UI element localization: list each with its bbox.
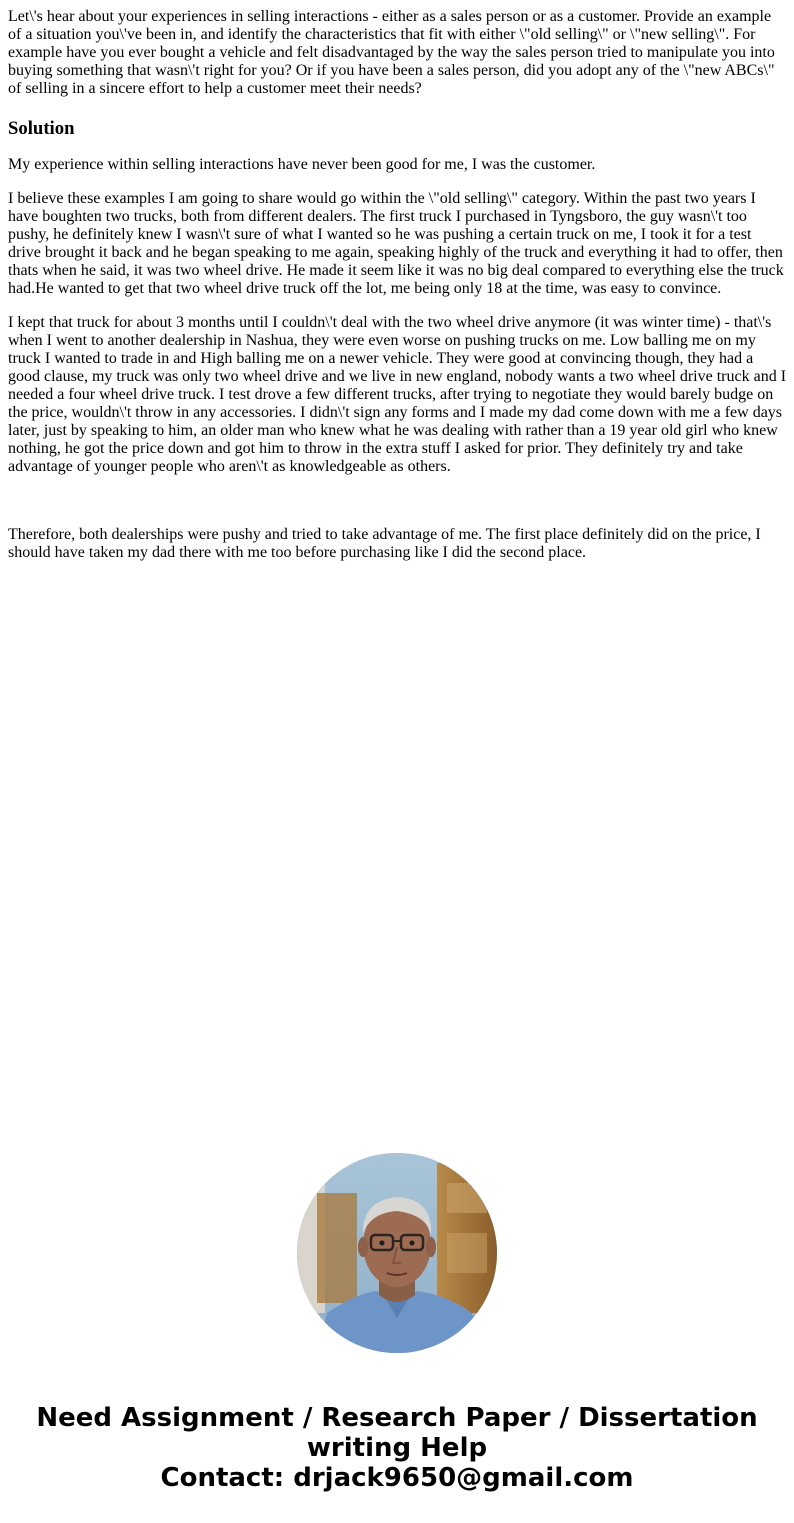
footer-line-2: writing Help (306, 1433, 488, 1463)
solution-heading: Solution (8, 118, 75, 139)
solution-paragraph-3: I kept that truck for about 3 months until I couldn\'t deal with the two wheel drive anymore (it was winter time) - that\'s when I went to another dealership in Nashua, they were even worse on pushing trucks on me. Low balling me on my truck I wanted to trade in and High balling me on a newer vehicle. They were good at convincing though, they had a good clause, my truck was only two wheel drive and we live in new england, nobody wants a two wheel drive truck and I needed a four wheel drive truck. I test drove a few different trucks, after trying to negotiate they would barely budge on the price, wouldn\'t throw in any accessories. I didn\'t sign any forms and I made my dad come down with me a few days later, just by speaking to him, an older man who knew what he was dealing with rather than a 19 year old girl who knew nothing, he got the price down and got him to throw in the extra stuff I asked for prior. They definitely try and take advantage of younger people who aren\'t as knowledgeable as others. (8, 314, 787, 475)
author-avatar (297, 1153, 497, 1353)
document-body (8, 8, 786, 578)
footer-contact-line: Contact: drjack9650@gmail.com (160, 1463, 634, 1493)
author-portrait-image (297, 1153, 497, 1353)
solution-paragraph-2: I believe these examples I am going to share would go within the \"old selling\" category. Within the past two years I have boughten two trucks, both from different dealers. The first truck I purchased in Tyngsboro, the guy wasn\'t too pushy, he definitely knew I wasn\'t sure of what I wanted so he was pushing a certain truck on me, I took it for a test drive brought it back and he began speaking to me again, speaking highly of the truck and everything it had to offer, then thats when he said, it was two wheel drive. He made it seem like it was no big deal compared to everything else the truck had.He wanted to get that two wheel drive truck off the lot, me being only 18 at the time, was easy to convince. (8, 190, 784, 297)
footer-banner (0, 1403, 794, 1493)
blank-spacer (8, 492, 786, 526)
footer-line-1: Need Assignment / Research Paper / Dissertation (36, 1403, 758, 1433)
solution-paragraph-4: Therefore, both dealerships were pushy and tried to take advantage of me. The first place definitely did on the price, I should have taken my dad there with me too before purchasing like I did the second place. (8, 526, 761, 561)
question-text: Let\'s hear about your experiences in selling interactions - either as a sales person or as a customer. Provide an example of a situation you\'ve been in, and identify the characteristics that fit with either \"old selling\" or \"new selling\". For example have you ever bought a vehicle and felt disadvantaged by the way the sales person tried to manipulate you into buying something that wasn\'t right for you? Or if you have been a sales person, did you adopt any of the \"new ABCs\" of selling in a sincere effort to help a customer meet their needs? (8, 8, 775, 97)
solution-paragraph-1: My experience within selling interactions have never been good for me, I was the customer. (8, 156, 596, 173)
